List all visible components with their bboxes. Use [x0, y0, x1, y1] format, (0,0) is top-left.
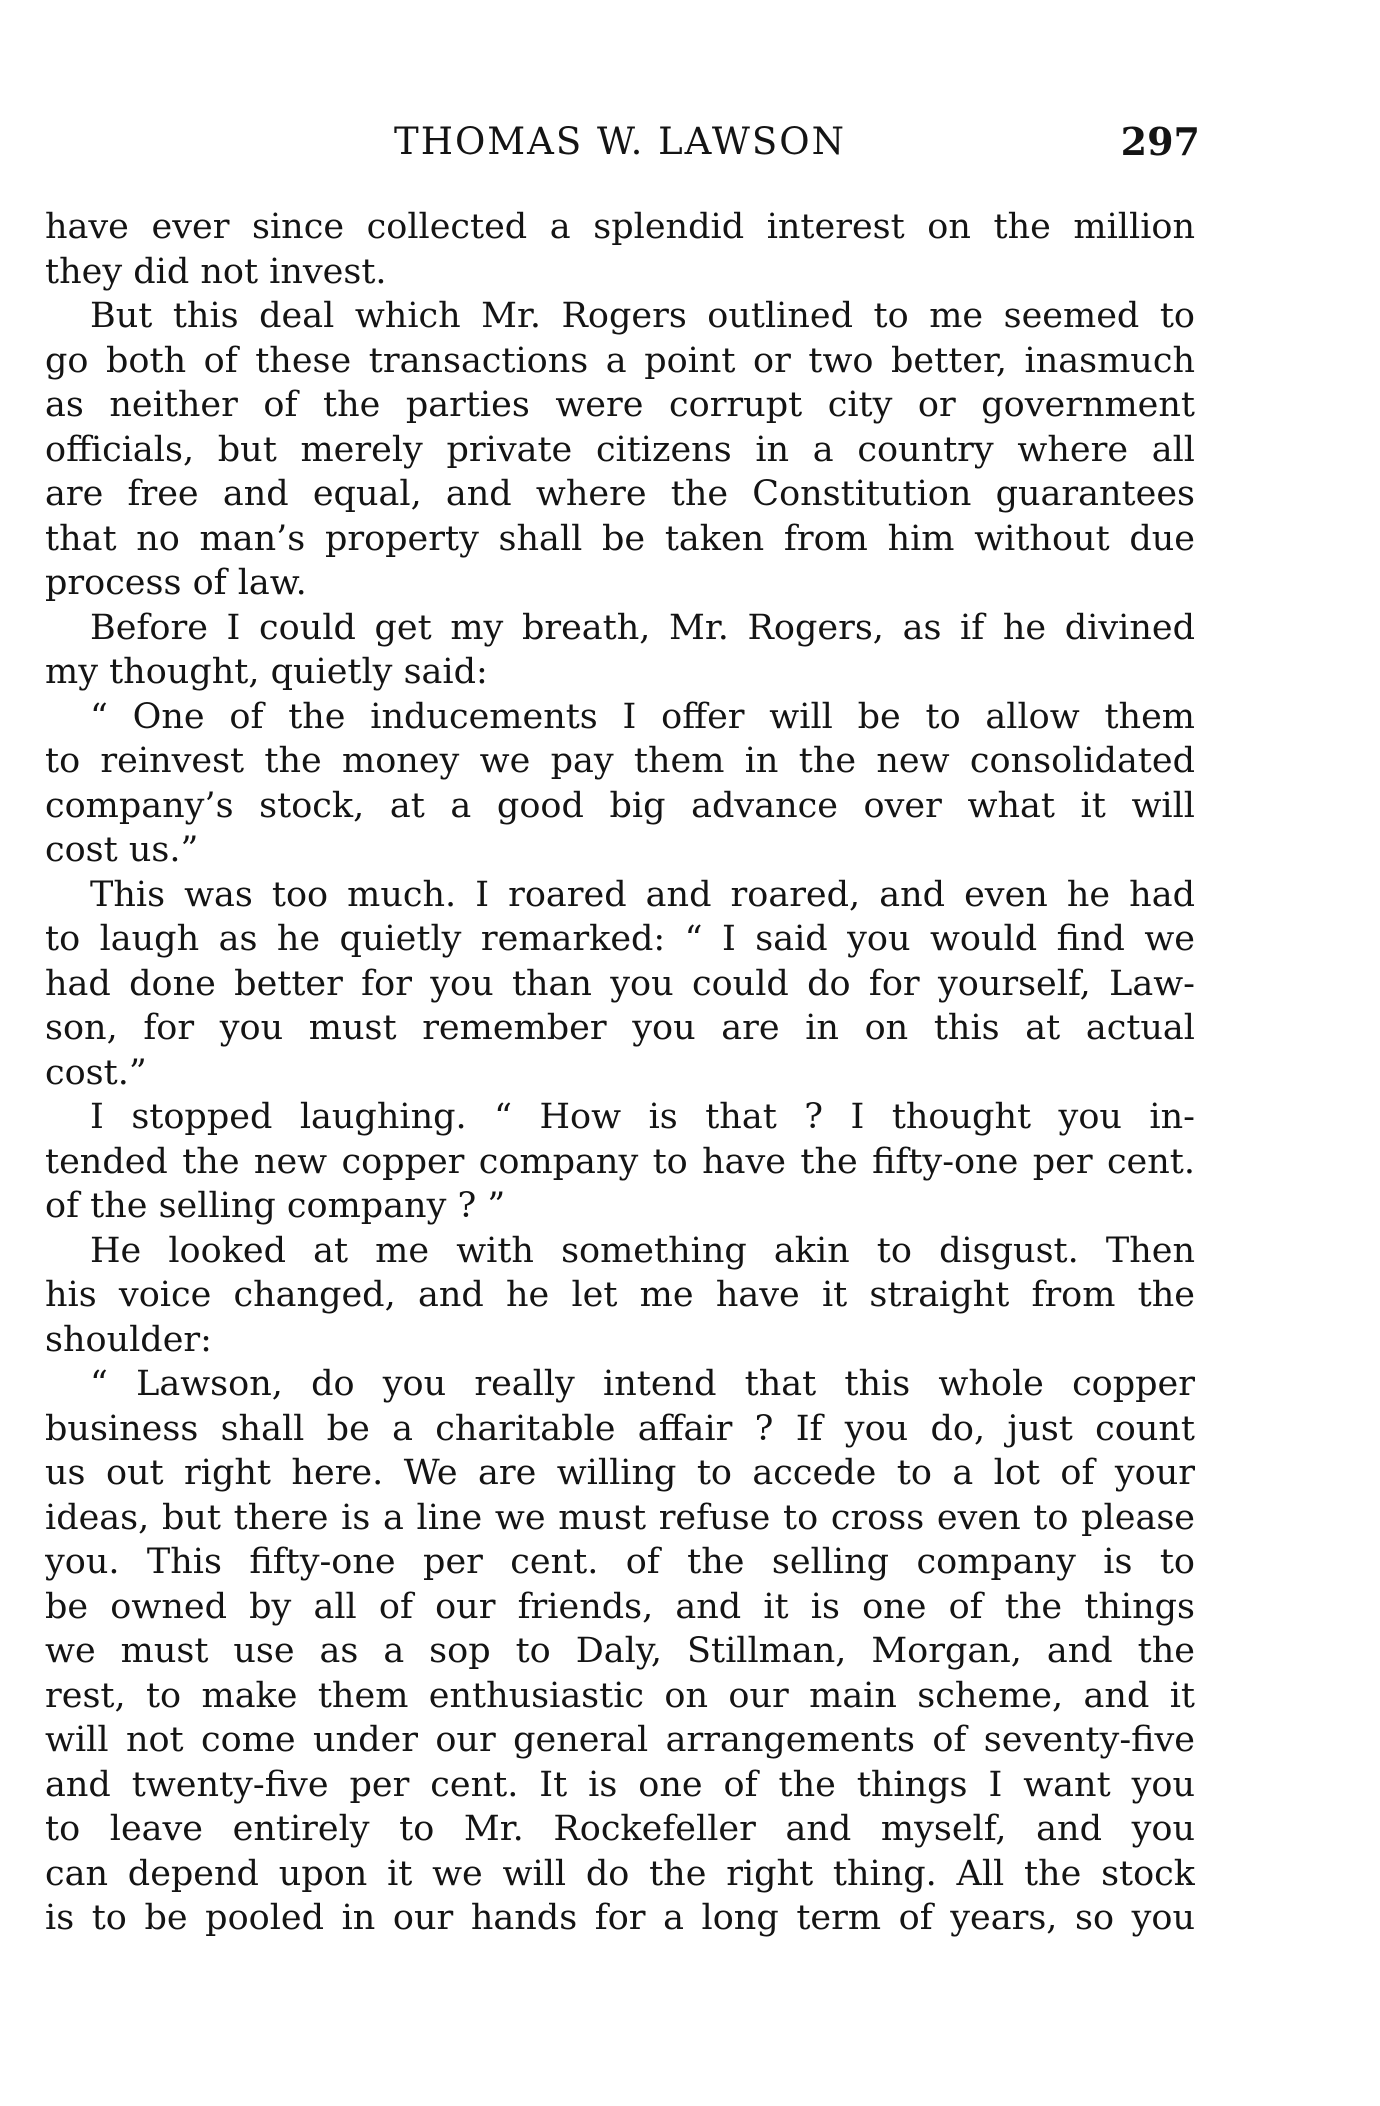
text-line: my thought, quietly said:: [45, 652, 488, 692]
text-line: can depend upon it we will do the right thing. All the stock: [45, 1853, 1195, 1894]
text-line: Before I could get my breath, Mr. Rogers, as if he divined: [90, 607, 1195, 648]
text-line: cost us.”: [45, 830, 199, 870]
text-line: his voice changed, and he let me have it straight from the: [45, 1275, 1195, 1315]
text-line: be owned by all of our friends, and it is one of the things: [45, 1586, 1195, 1627]
running-head: [45, 112, 1200, 172]
text-line: son, for you must remember you are in on this at actual: [45, 1008, 1195, 1048]
text-line: and twenty-five per cent. It is one of the things I want you: [45, 1764, 1195, 1805]
text-line: process of law.: [45, 563, 307, 603]
body-text: [45, 205, 1195, 1941]
text-line: have ever since collected a splendid interest on the million: [45, 207, 1195, 247]
text-line: shoulder:: [45, 1319, 212, 1360]
text-line: to leave entirely to Mr. Rockefeller and myself, and you: [45, 1809, 1195, 1849]
text-line: that no man’s property shall be taken from him without due: [45, 518, 1195, 559]
text-line: to laugh as he quietly remarked: “ I said you would find we: [45, 919, 1195, 959]
text-line: to reinvest the money we pay them in the new consolidated: [45, 741, 1195, 781]
text-line: go both of these transactions a point or two better, inasmuch: [45, 340, 1195, 381]
text-line: ideas, but there is a line we must refuse to cross even to please: [45, 1497, 1195, 1538]
text-line: they did not invest.: [45, 251, 387, 292]
text-line: company’s stock, at a good big advance over what it will: [45, 785, 1195, 826]
text-line: “ One of the inducements I offer will be to allow them: [90, 696, 1195, 737]
text-line: officials, but merely private citizens in a country where all: [45, 429, 1195, 470]
text-line: business shall be a charitable affair ? If you do, just count: [45, 1408, 1195, 1449]
text-line: you. This fifty-one per cent. of the selling company is to: [45, 1542, 1195, 1582]
page-number: 297: [1120, 119, 1200, 164]
text-line: us out right here. We are willing to accede to a lot of your: [45, 1453, 1195, 1493]
text-line: of the selling company ? ”: [45, 1186, 506, 1226]
text-line: we must use as a sop to Daly, Stillman, Morgan, and the: [45, 1631, 1195, 1671]
text-line: cost.”: [45, 1052, 147, 1093]
text-line: I stopped laughing. “ How is that ? I thought you in-: [90, 1097, 1195, 1137]
text-line: is to be pooled in our hands for a long term of years, so you: [45, 1898, 1195, 1938]
text-line: “ Lawson, do you really intend that this whole copper: [90, 1364, 1195, 1404]
text-line: tended the new copper company to have the fifty-one per cent.: [45, 1141, 1195, 1182]
text-line: This was too much. I roared and roared, and even he had: [90, 874, 1195, 915]
text-line: had done better for you than you could do for yourself, Law-: [45, 963, 1195, 1004]
text-line: as neither of the parties were corrupt city or government: [45, 385, 1195, 425]
text-line: rest, to make them enthusiastic on our main scheme, and it: [45, 1675, 1195, 1716]
text-line: are free and equal, and where the Constitution guarantees: [45, 474, 1195, 514]
text-line: But this deal which Mr. Rogers outlined to me seemed to: [90, 296, 1195, 336]
text-line: will not come under our general arrangements of seventy-five: [45, 1720, 1195, 1760]
running-title: THOMAS W. LAWSON: [394, 120, 846, 163]
text-line: He looked at me with something akin to disgust. Then: [90, 1230, 1195, 1271]
